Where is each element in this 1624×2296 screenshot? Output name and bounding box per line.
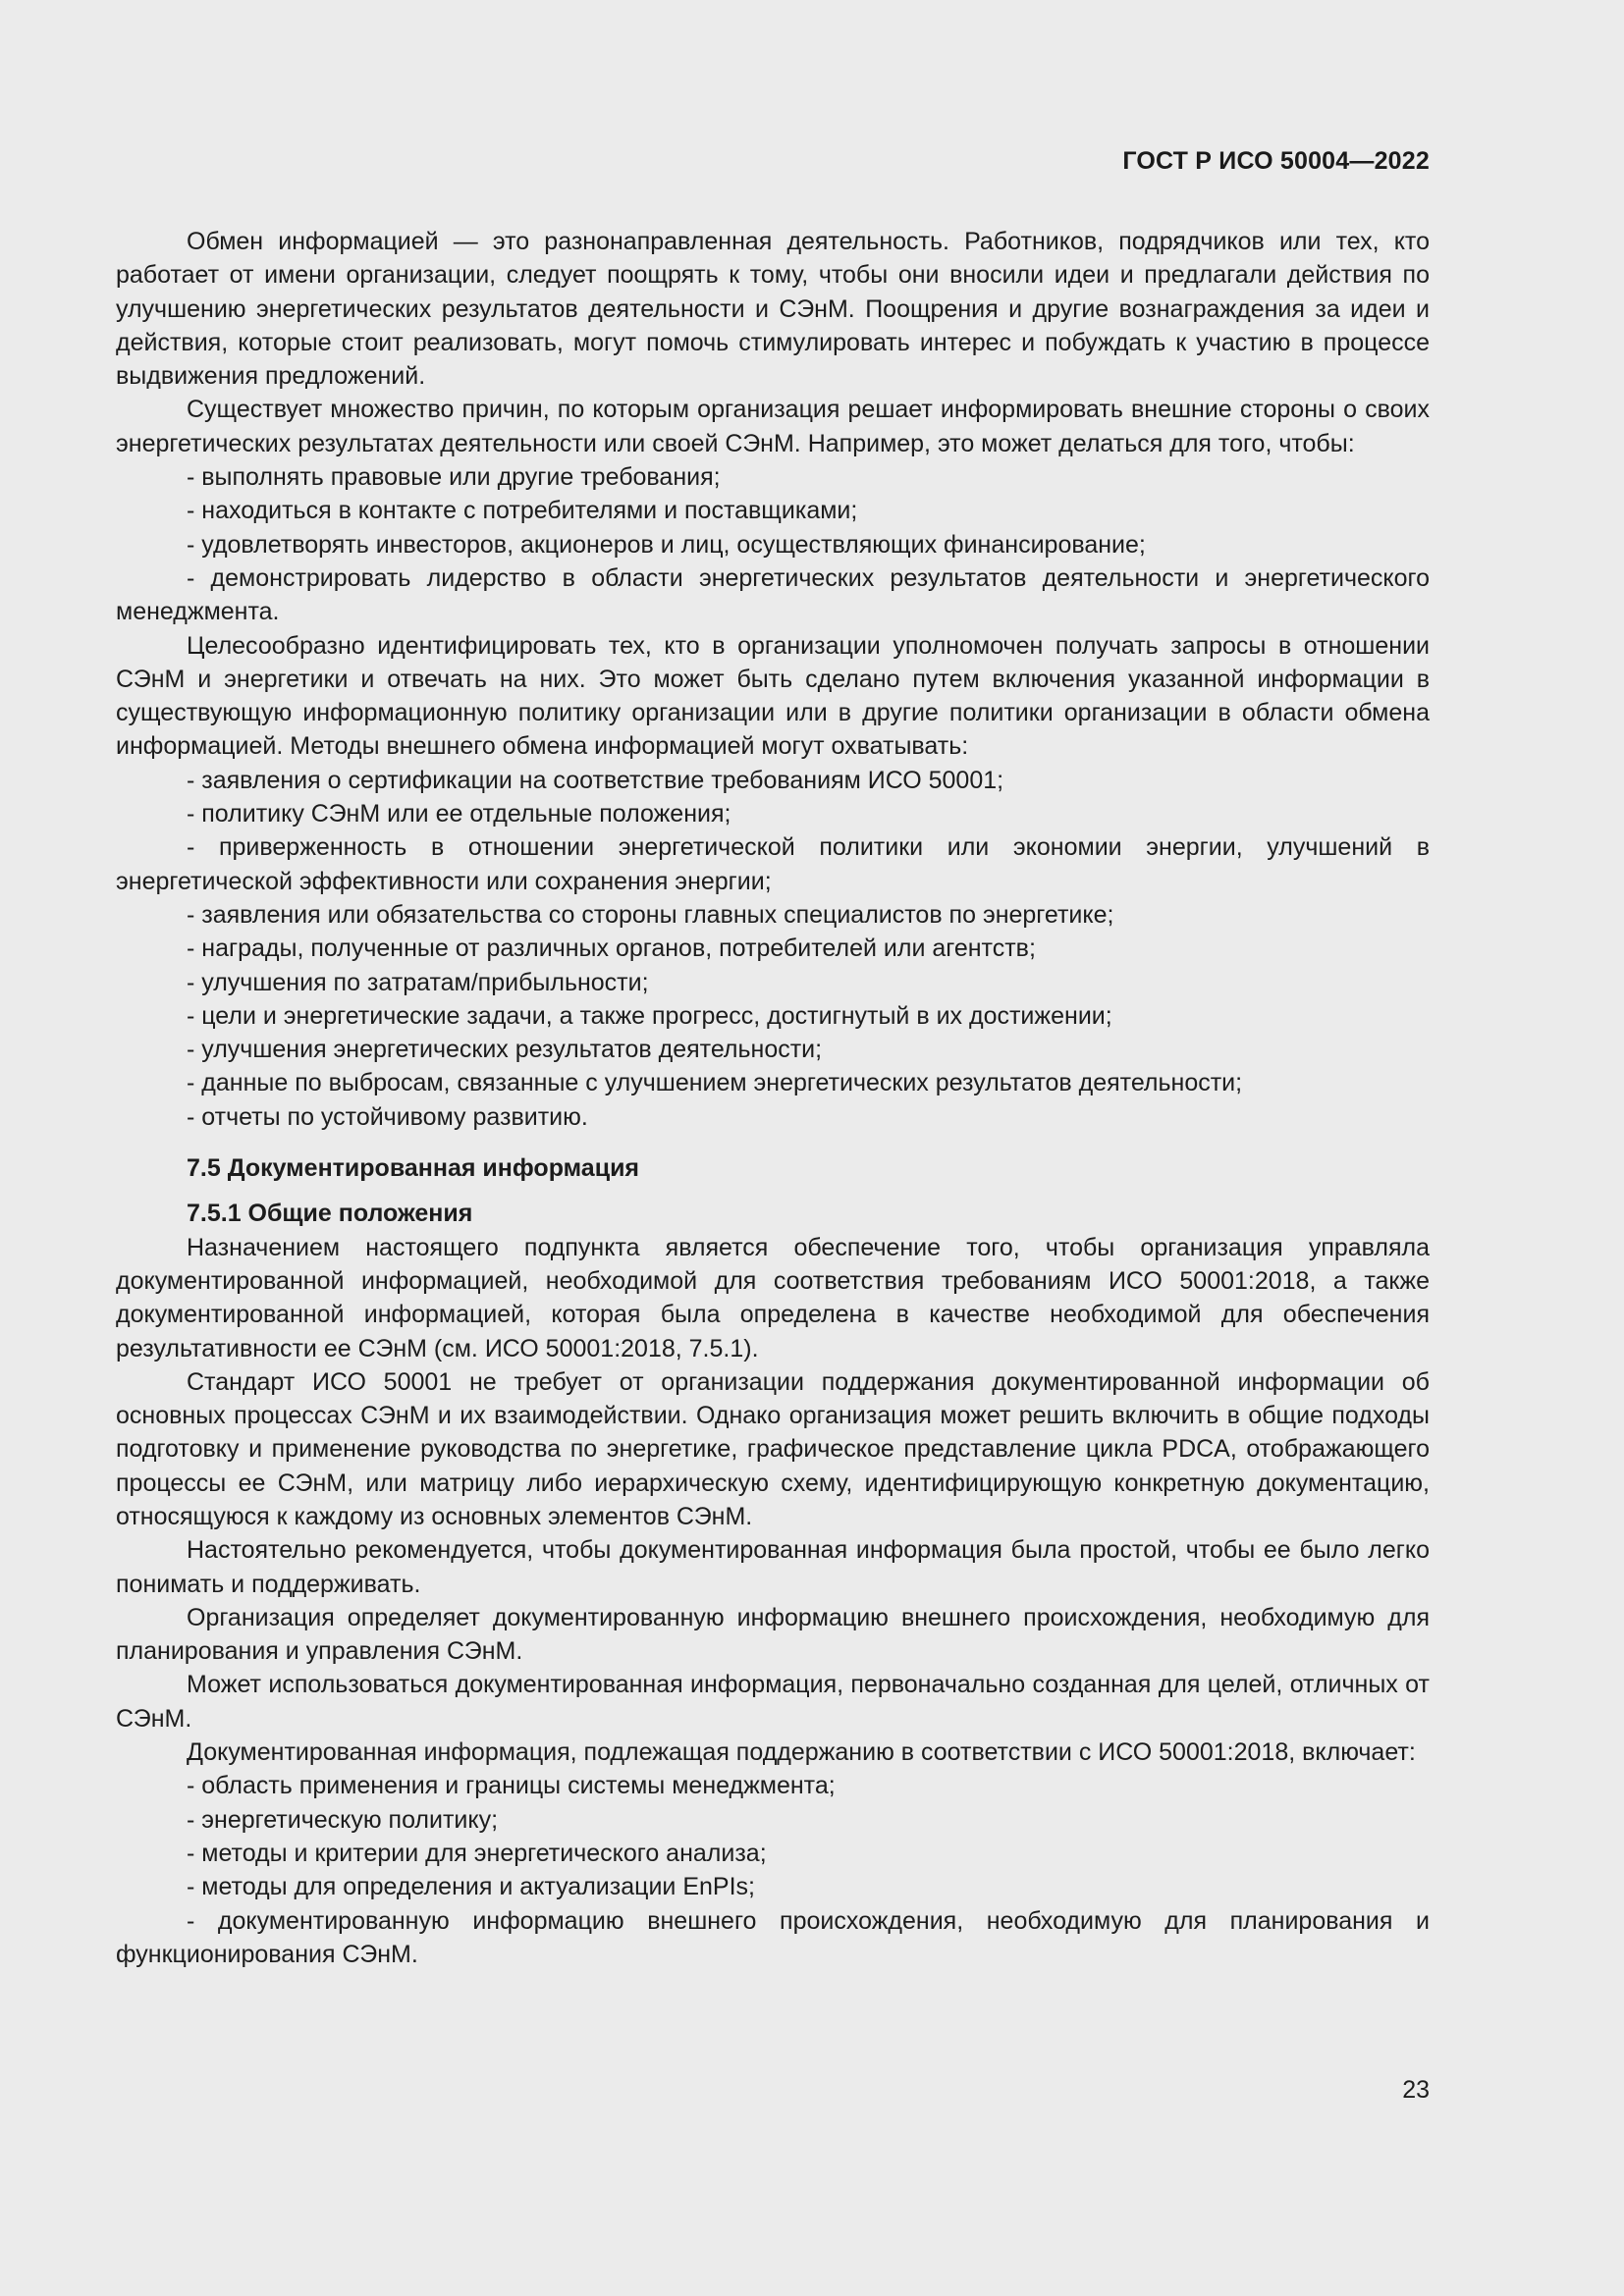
standard-code-header: ГОСТ Р ИСО 50004—2022 (1122, 147, 1430, 175)
list-item: - приверженность в отношении энергетической политики или экономии энергии, улучшений в энергетической эффективности или сохранения энергии; (116, 833, 1430, 895)
list-item: - удовлетворять инвесторов, акционеров и лиц, осуществляющих финансирование; (187, 530, 1146, 559)
paragraph-simplicity: Настоятельно рекомендуется, чтобы документированная информация была простой, чтобы ее было легко понимать и поддерживать. (116, 1536, 1430, 1598)
list-item: - выполнять правовые или другие требования; (187, 463, 721, 492)
paragraph-iso-requirements: Стандарт ИСО 50001 не требует от организации поддержания документированной информации об основных процессах СЭнМ и их взаимодействии. Однако организация может решить включить в общие подходы подготовку и применение руководства по энергетике, графическое представление цикла PDCA, отображающего процессы ее СЭнМ, или матрицу либо иерархическую схему, идентифицирующую конкретную документацию, относящуюся к каждому из основных элементов СЭнМ. (116, 1367, 1430, 1530)
list-item: - документированную информацию внешнего происхождения, необходимую для планирования и функционирования СЭнМ. (116, 1906, 1430, 1968)
list-item: - энергетическую политику; (187, 1805, 499, 1834)
paragraph-external-reasons: Существует множество причин, по которым организация решает информировать внешние стороны о своих энергетических результатах деятельности или своей СЭнМ. Например, это может делаться для того, чтобы: (116, 396, 1430, 457)
list-item: - политику СЭнМ или ее отдельные положения; (187, 800, 731, 828)
section-heading: 7.5 Документированная информация (187, 1154, 640, 1183)
paragraph-external-methods: Целесообразно идентифицировать тех, кто в организации уполномочен получать запросы в отношении СЭнМ и энергетики и отвечать на них. Это может быть сделано путем включения указанной информации в существующую информационную политику организации или в другие политики организации в области обмена информацией. Методы внешнего обмена информацией могут охватывать: (116, 631, 1430, 761)
list-item: - заявления или обязательства со стороны главных специалистов по энергетике; (187, 900, 1114, 929)
list-item: - отчеты по устойчивому развитию. (187, 1102, 588, 1131)
list-item: - улучшения по затратам/прибыльности; (187, 968, 649, 996)
list-item: - демонстрировать лидерство в области энергетических результатов деятельности и энергетического менеджмента. (116, 563, 1430, 626)
subsection-heading: 7.5.1 Общие положения (187, 1200, 473, 1228)
paragraph-purpose: Назначением настоящего подпункта является обеспечение того, чтобы организация управляла документированной информацией, необходимой для соответствия требованиям ИСО 50001:2018, а также документированной информацией, которая была определена в качестве необходимой для обеспечения результативности ее СЭнМ (см. ИСО 50001:2018, 7.5.1). (116, 1233, 1430, 1362)
list-item: - методы для определения и актуализации EnPIs; (187, 1873, 755, 1901)
paragraph-maintained-info: Документированная информация, подлежащая поддержанию в соответствии с ИСО 50001:2018, включает: (187, 1738, 1416, 1767)
page-number: 23 (1402, 2076, 1430, 2104)
list-item: - данные по выбросам, связанные с улучшением энергетических результатов деятельности; (187, 1069, 1243, 1097)
list-item: - улучшения энергетических результатов деятельности; (187, 1036, 823, 1064)
list-item: - заявления о сертификации на соответствие требованиям ИСО 50001; (187, 766, 1004, 794)
list-item: - область применения и границы системы менеджмента; (187, 1772, 836, 1800)
paragraph-communication: Обмен информацией — это разнонаправленная деятельность. Работников, подрядчиков или тех, кто работает от имени организации, следует поощрять к тому, чтобы они вносили идеи и предлагали действия по улучшению энергетических результатов деятельности и СЭнМ. Поощрения и другие вознаграждения за идеи и действия, которые стоит реализовать, могут помочь стимулировать интерес и побуждать к участию в процессе выдвижения предложений. (116, 228, 1430, 391)
list-item: - методы и критерии для энергетического анализа; (187, 1839, 767, 1867)
paragraph-other-purposes: Может использоваться документированная информация, первоначально созданная для целей, отличных от СЭнМ. (116, 1671, 1430, 1733)
list-item: - награды, полученные от различных органов, потребителей или агентств; (187, 934, 1036, 963)
list-item: - цели и энергетические задачи, а также прогресс, достигнутый в их достижении; (187, 1001, 1112, 1030)
paragraph-external-origin: Организация определяет документированную информацию внешнего происхождения, необходимую для планирования и управления СЭнМ. (116, 1603, 1430, 1666)
document-body (116, 225, 1430, 1971)
list-item: - находиться в контакте с потребителями и поставщиками; (187, 497, 858, 525)
